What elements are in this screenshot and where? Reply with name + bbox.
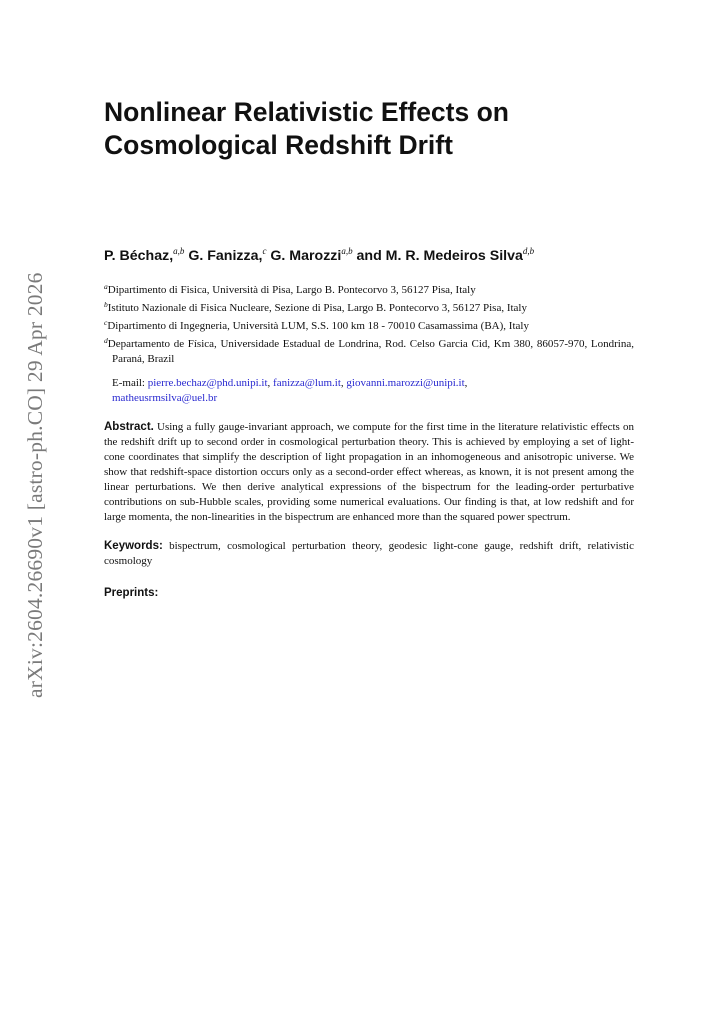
author-affiliation-mark: a,b: [173, 246, 185, 256]
affiliation-item: [104, 319, 634, 334]
affiliation-text: Departamento de Física, Universidade Estadual de Londrina, Rod. Celso Garcia Cid, Km 380, 86057-970, Londrina, Paraná, Brazil: [107, 338, 634, 365]
email-label: E-mail:: [112, 377, 148, 389]
affiliation-item: [104, 301, 634, 316]
email-link[interactable]: giovanni.marozzi@unipi.it: [346, 377, 465, 389]
arxiv-sidebar: [18, 268, 52, 698]
arxiv-stamp: arXiv:2604.26690v1 [astro-ph.CO] 29 Apr 2026: [23, 272, 47, 698]
title-line-1: Nonlinear Relativistic Effects on: [104, 97, 509, 127]
author-affiliation-mark: d,b: [522, 246, 535, 256]
affiliation-label: d: [104, 336, 108, 345]
author-name: P. Béchaz,: [104, 248, 174, 264]
author-name: and M. R. Medeiros Silva: [352, 248, 523, 264]
email-link[interactable]: matheusrmsilva@uel.br: [112, 392, 218, 404]
preprints-heading: Preprints:: [104, 587, 159, 599]
author-name: G. Fanizza,: [184, 248, 263, 264]
keywords-heading: Keywords:: [104, 540, 163, 552]
affiliation-label: c: [104, 318, 108, 327]
author-affiliation-mark: a,b: [341, 246, 353, 256]
abstract-text: Using a fully gauge-invariant approach, we compute for the first time in the literature relativistic effects on the redshift drift up to second order in cosmological perturbation theory. This is achieved by employing a set of light-cone coordinates that simplify the description of light propagation in an inhomogeneous and anisotropic universe. We show that redshift-space distortion occurs only as a second-order effect whereas, as known, it is not present among the linear perturbations. We then derive analytical expressions of the bispectrum for the leading-order perturbative contributions on sub-Hubble scales, providing some numerical evaluations. Our finding is that, at low redshift and for large momenta, the non-linearities in the bispectrum are enhanced more than the squared power spectrum.: [104, 421, 634, 523]
affiliation-text: Istituto Nazionale di Fisica Nucleare, Sezione di Pisa, Largo B. Pontecorvo 3, 56127 Pisa, Italy: [107, 302, 527, 314]
abstract: [104, 420, 634, 525]
email-separator: ,: [267, 377, 274, 389]
email-link[interactable]: fanizza@lum.it: [273, 377, 341, 389]
affiliation-text: Dipartimento di Ingegneria, Università LUM, S.S. 100 km 18 - 70010 Casamassima (BA), Italy: [107, 320, 529, 332]
affiliation-list: [104, 283, 634, 367]
keywords-text: bispectrum, cosmological perturbation theory, geodesic light-cone gauge, redshift drift, relativistic cosmology: [104, 540, 634, 567]
paper-front-page: [104, 96, 634, 601]
affiliation-label: b: [104, 300, 108, 309]
email-link[interactable]: pierre.bechaz@phd.unipi.it: [147, 377, 268, 389]
keywords: [104, 539, 634, 569]
affiliation-text: Dipartimento di Fisica, Università di Pisa, Largo B. Pontecorvo 3, 56127 Pisa, Italy: [107, 284, 476, 296]
preprints: [104, 586, 634, 601]
affiliation-item: [104, 337, 634, 367]
title-line-2: Cosmological Redshift Drift: [104, 130, 453, 160]
affiliation-label: a: [104, 282, 108, 291]
author-affiliation-mark: c: [262, 246, 267, 256]
email-separator: ,: [340, 377, 347, 389]
abstract-heading: Abstract.: [104, 421, 154, 433]
author-name: G. Marozzi: [266, 248, 342, 264]
author-list: [104, 247, 634, 265]
email-block: [104, 376, 634, 406]
affiliation-item: [104, 283, 634, 298]
paper-title: [104, 96, 634, 162]
email-separator: ,: [464, 377, 468, 389]
